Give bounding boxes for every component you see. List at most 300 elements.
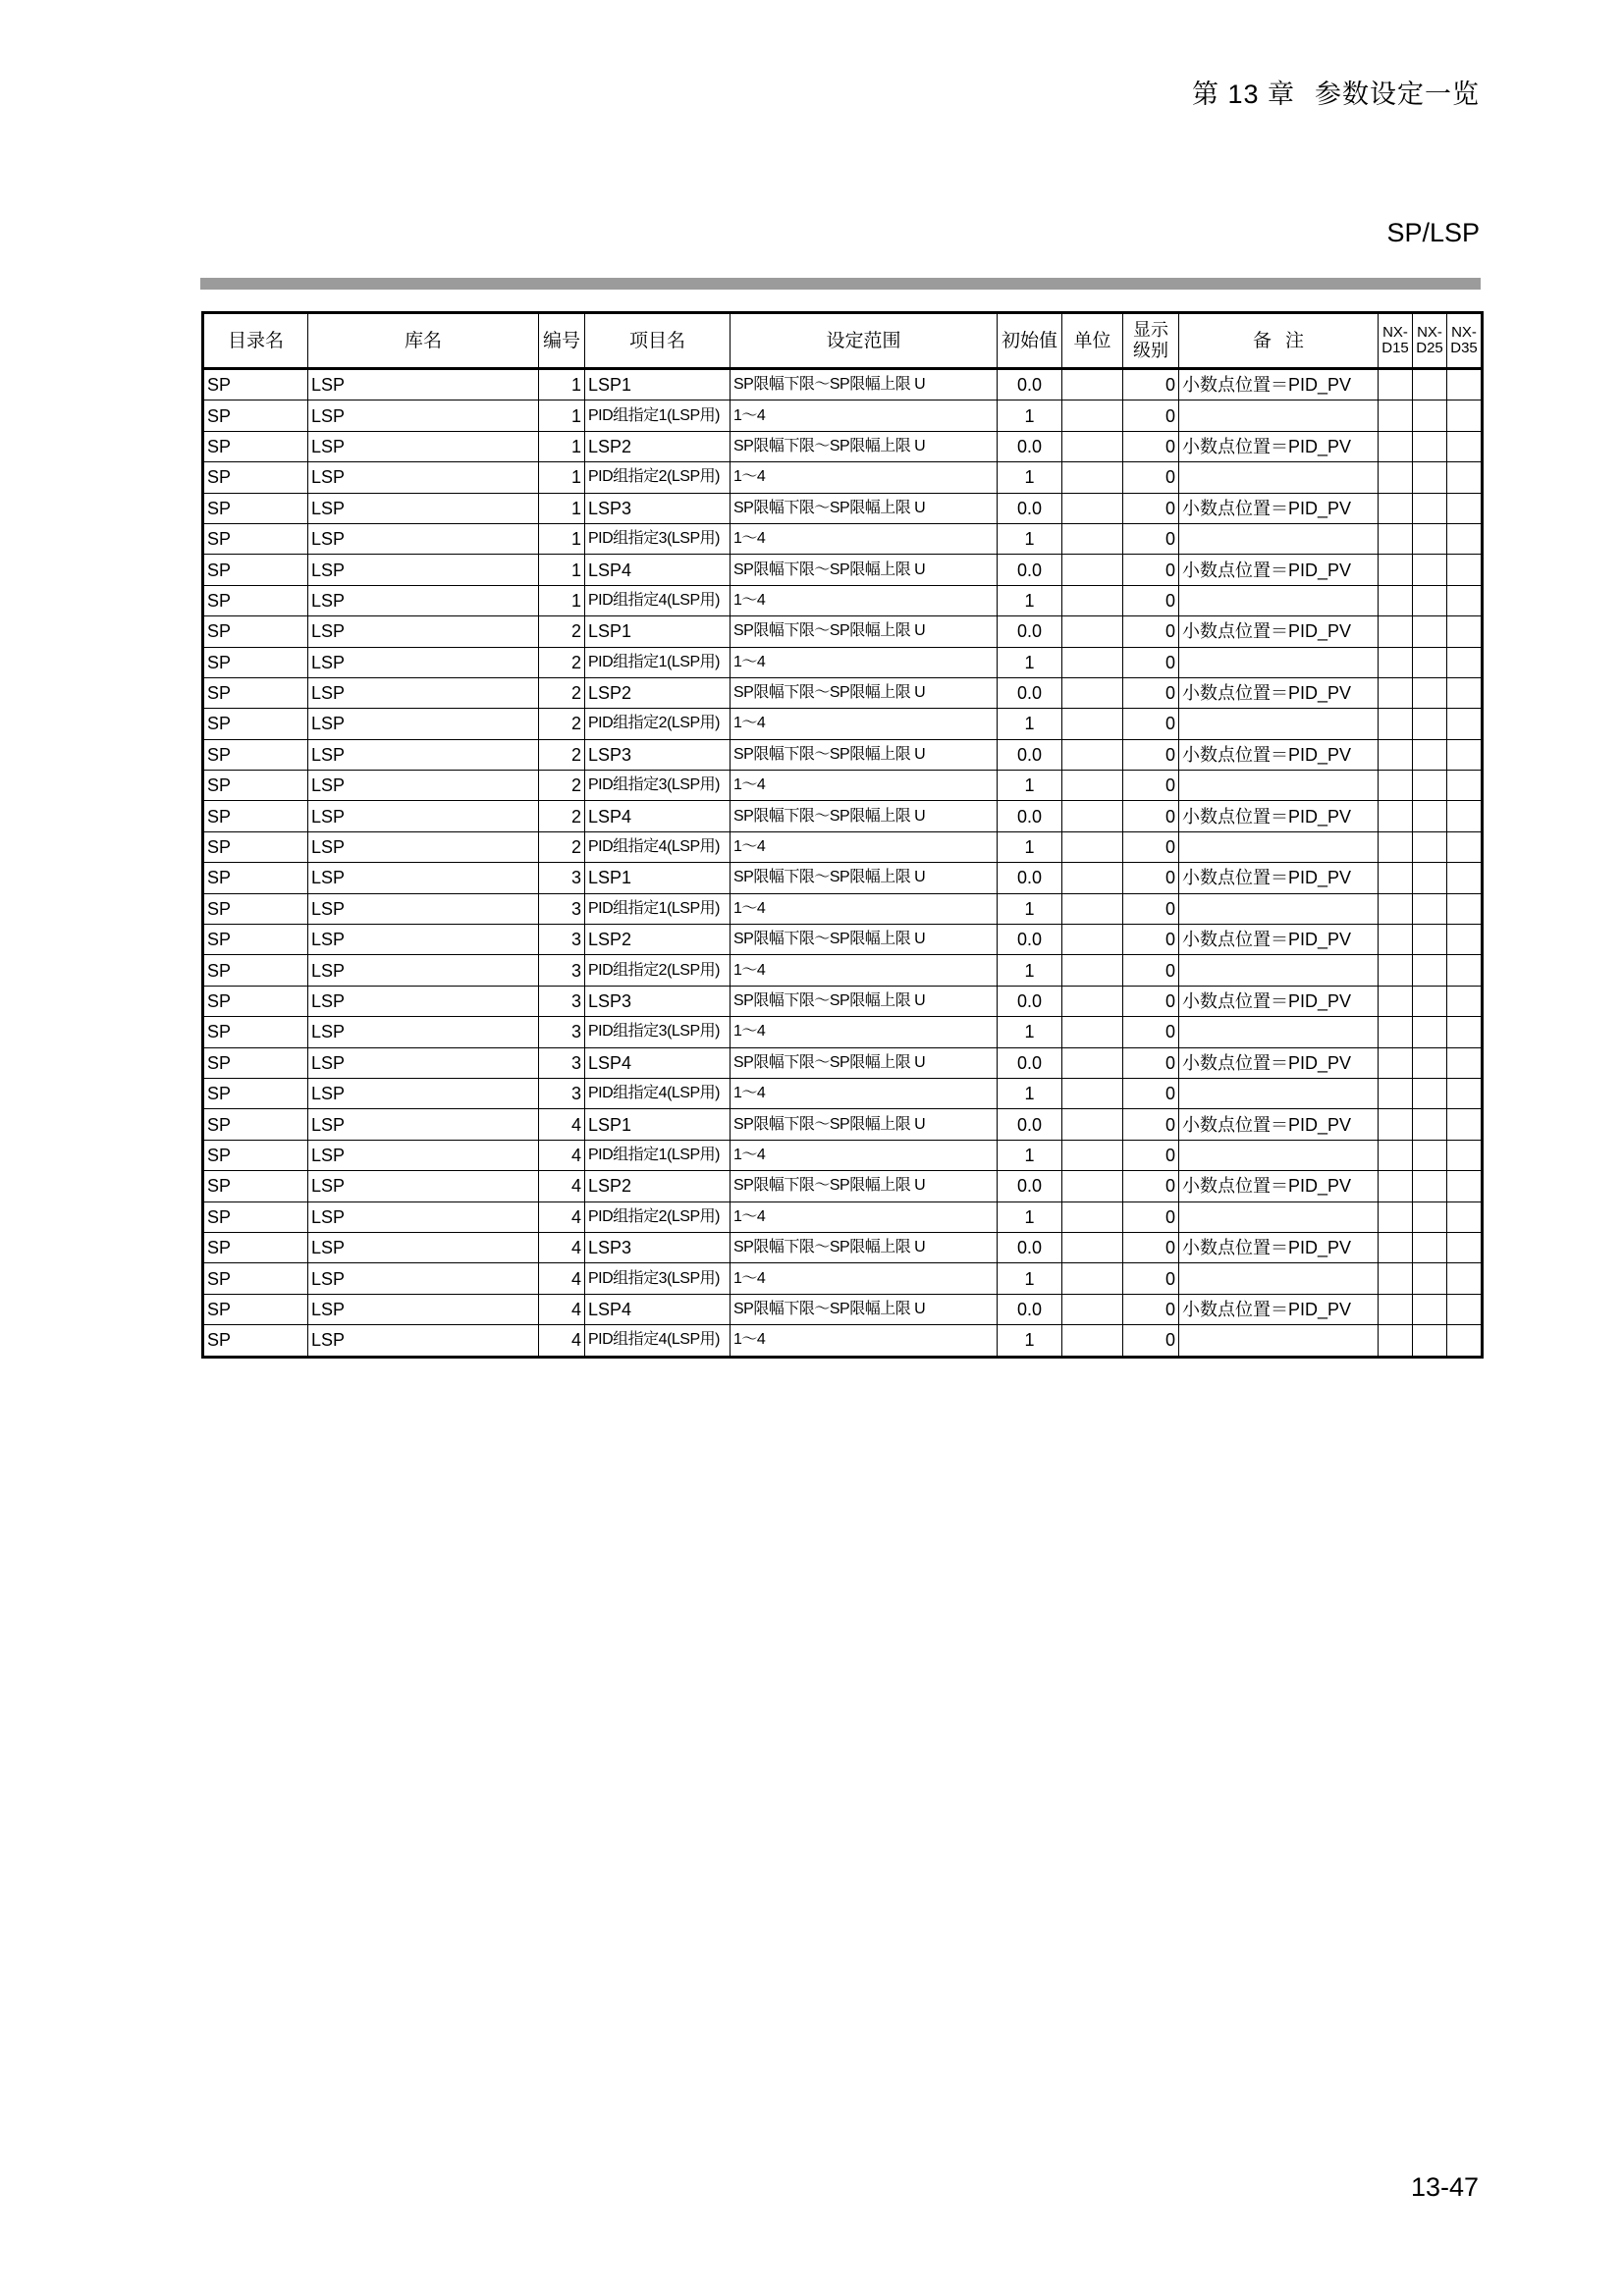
cell-library: LSP [308,831,539,862]
cell-unit [1062,1140,1123,1170]
cell-catalog: SP [203,1017,308,1047]
cell-initial: 1 [998,585,1062,615]
cell-initial: 0.0 [998,1232,1062,1262]
cell-model-d35 [1447,1325,1483,1357]
cell-library: LSP [308,771,539,801]
cell-model-d15 [1379,925,1413,955]
cell-model-d35 [1447,986,1483,1016]
cell-model-d15 [1379,493,1413,523]
cell-model-d35 [1447,1140,1483,1170]
cell-item: PID组指定4(LSP用) [585,1325,731,1357]
cell-library: LSP [308,1047,539,1078]
cell-library: LSP [308,1325,539,1357]
cell-catalog: SP [203,1232,308,1262]
cell-unit [1062,709,1123,739]
chapter-title: 参数设定一览 [1315,80,1480,109]
cell-model-d35 [1447,955,1483,986]
cell-range: SP限幅下限～SP限幅上限 U [731,739,998,770]
cell-display-level: 0 [1123,925,1179,955]
cell-initial: 1 [998,1201,1062,1232]
cell-unit [1062,863,1123,893]
cell-library: LSP [308,431,539,461]
cell-unit [1062,893,1123,924]
table-row [203,647,1483,677]
cell-initial: 0.0 [998,1171,1062,1201]
cell-display-level: 0 [1123,1232,1179,1262]
cell-catalog: SP [203,955,308,986]
cell-remarks: 小数点位置＝PID_PV [1179,493,1379,523]
cell-model-d35 [1447,1171,1483,1201]
cell-remarks [1179,523,1379,554]
header-number: 编号 [539,313,585,369]
table-row [203,831,1483,862]
cell-item: PID组指定3(LSP用) [585,1017,731,1047]
cell-library: LSP [308,369,539,400]
cell-item: LSP4 [585,801,731,831]
cell-initial: 0.0 [998,677,1062,708]
cell-range: SP限幅下限～SP限幅上限 U [731,1109,998,1140]
cell-model-d15 [1379,1325,1413,1357]
table-row [203,369,1483,400]
cell-display-level: 0 [1123,1294,1179,1324]
cell-catalog: SP [203,739,308,770]
cell-range: SP限幅下限～SP限幅上限 U [731,1171,998,1201]
cell-library: LSP [308,925,539,955]
cell-catalog: SP [203,925,308,955]
cell-model-d35 [1447,1017,1483,1047]
cell-library: LSP [308,555,539,585]
cell-remarks: 小数点位置＝PID_PV [1179,925,1379,955]
table-header-row [203,313,1483,369]
cell-number: 3 [539,925,585,955]
cell-number: 1 [539,462,585,493]
cell-item: LSP4 [585,1294,731,1324]
cell-library: LSP [308,1232,539,1262]
cell-library: LSP [308,709,539,739]
header-item: 项目名 [585,313,731,369]
cell-library: LSP [308,1140,539,1170]
header-model-d15: NX- D15 [1379,313,1413,369]
cell-number: 3 [539,986,585,1016]
cell-unit [1062,1171,1123,1201]
cell-model-d15 [1379,1140,1413,1170]
cell-unit [1062,1047,1123,1078]
cell-remarks [1179,1201,1379,1232]
cell-model-d35 [1447,400,1483,431]
cell-range: 1～4 [731,1325,998,1357]
chapter-header [1192,73,1480,111]
cell-display-level: 0 [1123,1109,1179,1140]
cell-model-d35 [1447,585,1483,615]
cell-range: SP限幅下限～SP限幅上限 U [731,986,998,1016]
cell-remarks: 小数点位置＝PID_PV [1179,616,1379,647]
cell-remarks [1179,647,1379,677]
header-catalog: 目录名 [203,313,308,369]
cell-model-d35 [1447,616,1483,647]
cell-unit [1062,1201,1123,1232]
cell-range: 1～4 [731,831,998,862]
cell-range: 1～4 [731,523,998,554]
cell-number: 2 [539,739,585,770]
cell-model-d35 [1447,1201,1483,1232]
cell-initial: 1 [998,1325,1062,1357]
cell-model-d15 [1379,893,1413,924]
cell-catalog: SP [203,1140,308,1170]
cell-library: LSP [308,1294,539,1324]
table-row [203,1171,1483,1201]
cell-model-d35 [1447,925,1483,955]
section-title: SP/LSP [1386,218,1480,247]
cell-item: PID组指定2(LSP用) [585,1201,731,1232]
table-row [203,893,1483,924]
cell-initial: 1 [998,831,1062,862]
cell-unit [1062,831,1123,862]
cell-model-d15 [1379,462,1413,493]
header-model-d25: NX- D25 [1413,313,1447,369]
cell-model-d25 [1413,863,1447,893]
cell-library: LSP [308,493,539,523]
cell-range: 1～4 [731,462,998,493]
cell-unit [1062,677,1123,708]
cell-display-level: 0 [1123,986,1179,1016]
cell-remarks: 小数点位置＝PID_PV [1179,1109,1379,1140]
cell-initial: 0.0 [998,369,1062,400]
cell-unit [1062,1109,1123,1140]
cell-unit [1062,369,1123,400]
cell-library: LSP [308,400,539,431]
cell-model-d35 [1447,677,1483,708]
table-row [203,1047,1483,1078]
cell-item: LSP3 [585,986,731,1016]
cell-catalog: SP [203,555,308,585]
table-row [203,709,1483,739]
cell-display-level: 0 [1123,616,1179,647]
cell-model-d25 [1413,831,1447,862]
cell-initial: 0.0 [998,493,1062,523]
cell-initial: 0.0 [998,986,1062,1016]
cell-model-d25 [1413,677,1447,708]
cell-item: PID组指定2(LSP用) [585,709,731,739]
cell-unit [1062,616,1123,647]
cell-catalog: SP [203,986,308,1016]
cell-initial: 0.0 [998,616,1062,647]
cell-model-d25 [1413,1171,1447,1201]
cell-model-d25 [1413,955,1447,986]
cell-catalog: SP [203,1078,308,1108]
header-library: 库名 [308,313,539,369]
cell-display-level: 0 [1123,1263,1179,1294]
cell-unit [1062,771,1123,801]
cell-item: LSP2 [585,925,731,955]
cell-model-d15 [1379,431,1413,461]
cell-library: LSP [308,585,539,615]
cell-model-d35 [1447,462,1483,493]
cell-number: 2 [539,709,585,739]
cell-unit [1062,1232,1123,1262]
cell-remarks [1179,955,1379,986]
cell-model-d35 [1447,1263,1483,1294]
cell-display-level: 0 [1123,400,1179,431]
cell-number: 4 [539,1294,585,1324]
cell-initial: 1 [998,1140,1062,1170]
cell-unit [1062,647,1123,677]
cell-range: 1～4 [731,400,998,431]
cell-catalog: SP [203,400,308,431]
cell-catalog: SP [203,677,308,708]
cell-number: 2 [539,647,585,677]
table-row [203,986,1483,1016]
cell-model-d25 [1413,616,1447,647]
cell-number: 4 [539,1201,585,1232]
cell-item: LSP1 [585,369,731,400]
cell-catalog: SP [203,523,308,554]
cell-number: 4 [539,1232,585,1262]
cell-remarks [1179,709,1379,739]
cell-model-d15 [1379,1078,1413,1108]
cell-display-level: 0 [1123,1201,1179,1232]
cell-model-d25 [1413,369,1447,400]
cell-model-d25 [1413,709,1447,739]
cell-model-d35 [1447,523,1483,554]
cell-initial: 0.0 [998,1047,1062,1078]
cell-item: LSP1 [585,863,731,893]
cell-item: PID组指定4(LSP用) [585,1078,731,1108]
cell-remarks [1179,400,1379,431]
cell-item: PID组指定2(LSP用) [585,462,731,493]
table-row [203,677,1483,708]
cell-range: 1～4 [731,1078,998,1108]
cell-display-level: 0 [1123,555,1179,585]
header-range: 设定范围 [731,313,998,369]
cell-initial: 1 [998,771,1062,801]
cell-item: PID组指定1(LSP用) [585,1140,731,1170]
cell-initial: 0.0 [998,555,1062,585]
cell-initial: 1 [998,1263,1062,1294]
cell-catalog: SP [203,616,308,647]
cell-item: LSP3 [585,739,731,770]
cell-model-d15 [1379,1171,1413,1201]
cell-model-d35 [1447,709,1483,739]
cell-unit [1062,555,1123,585]
cell-initial: 0.0 [998,739,1062,770]
cell-model-d35 [1447,431,1483,461]
cell-model-d25 [1413,1140,1447,1170]
cell-item: PID组指定4(LSP用) [585,585,731,615]
cell-display-level: 0 [1123,462,1179,493]
table-row [203,1263,1483,1294]
cell-model-d25 [1413,462,1447,493]
cell-remarks: 小数点位置＝PID_PV [1179,739,1379,770]
cell-unit [1062,1294,1123,1324]
cell-number: 3 [539,1047,585,1078]
cell-library: LSP [308,462,539,493]
cell-model-d15 [1379,1294,1413,1324]
cell-catalog: SP [203,1294,308,1324]
cell-library: LSP [308,677,539,708]
cell-model-d25 [1413,555,1447,585]
cell-number: 4 [539,1140,585,1170]
cell-library: LSP [308,1017,539,1047]
cell-catalog: SP [203,369,308,400]
cell-range: 1～4 [731,585,998,615]
cell-model-d25 [1413,893,1447,924]
cell-model-d15 [1379,1109,1413,1140]
cell-remarks: 小数点位置＝PID_PV [1179,801,1379,831]
cell-unit [1062,1263,1123,1294]
cell-catalog: SP [203,1171,308,1201]
cell-remarks: 小数点位置＝PID_PV [1179,431,1379,461]
cell-remarks [1179,462,1379,493]
cell-range: SP限幅下限～SP限幅上限 U [731,925,998,955]
table-row [203,925,1483,955]
cell-display-level: 0 [1123,863,1179,893]
table-row [203,1294,1483,1324]
cell-remarks: 小数点位置＝PID_PV [1179,1294,1379,1324]
cell-unit [1062,493,1123,523]
cell-number: 1 [539,369,585,400]
header-unit: 单位 [1062,313,1123,369]
section-divider [200,278,1481,290]
cell-display-level: 0 [1123,369,1179,400]
cell-catalog: SP [203,1109,308,1140]
cell-range: SP限幅下限～SP限幅上限 U [731,1232,998,1262]
cell-model-d15 [1379,801,1413,831]
cell-range: 1～4 [731,1140,998,1170]
cell-model-d15 [1379,771,1413,801]
cell-item: LSP4 [585,555,731,585]
cell-catalog: SP [203,1201,308,1232]
cell-number: 3 [539,863,585,893]
cell-model-d25 [1413,1294,1447,1324]
cell-item: LSP4 [585,1047,731,1078]
cell-unit [1062,462,1123,493]
cell-item: LSP2 [585,677,731,708]
cell-display-level: 0 [1123,523,1179,554]
cell-library: LSP [308,863,539,893]
cell-model-d35 [1447,1232,1483,1262]
cell-number: 2 [539,771,585,801]
cell-range: SP限幅下限～SP限幅上限 U [731,677,998,708]
cell-display-level: 0 [1123,585,1179,615]
table-row [203,955,1483,986]
cell-model-d35 [1447,1109,1483,1140]
cell-display-level: 0 [1123,801,1179,831]
cell-range: SP限幅下限～SP限幅上限 U [731,555,998,585]
cell-number: 1 [539,431,585,461]
cell-catalog: SP [203,801,308,831]
header-remarks: 备注 [1179,313,1379,369]
cell-model-d25 [1413,1232,1447,1262]
cell-catalog: SP [203,647,308,677]
cell-remarks [1179,1140,1379,1170]
table-row [203,400,1483,431]
cell-remarks [1179,893,1379,924]
cell-display-level: 0 [1123,709,1179,739]
cell-display-level: 0 [1123,1047,1179,1078]
cell-library: LSP [308,1201,539,1232]
cell-model-d15 [1379,400,1413,431]
cell-unit [1062,1017,1123,1047]
cell-unit [1062,523,1123,554]
cell-model-d35 [1447,1294,1483,1324]
cell-number: 3 [539,893,585,924]
cell-catalog: SP [203,431,308,461]
cell-display-level: 0 [1123,831,1179,862]
cell-range: 1～4 [731,893,998,924]
cell-model-d15 [1379,831,1413,862]
cell-remarks: 小数点位置＝PID_PV [1179,986,1379,1016]
cell-display-level: 0 [1123,1325,1179,1357]
cell-catalog: SP [203,462,308,493]
cell-initial: 0.0 [998,925,1062,955]
cell-model-d15 [1379,585,1413,615]
cell-number: 3 [539,1017,585,1047]
cell-number: 1 [539,523,585,554]
cell-range: 1～4 [731,955,998,986]
cell-model-d25 [1413,925,1447,955]
cell-catalog: SP [203,709,308,739]
cell-range: SP限幅下限～SP限幅上限 U [731,431,998,461]
cell-display-level: 0 [1123,677,1179,708]
cell-remarks: 小数点位置＝PID_PV [1179,1171,1379,1201]
cell-range: SP限幅下限～SP限幅上限 U [731,493,998,523]
cell-initial: 0.0 [998,801,1062,831]
cell-remarks [1179,585,1379,615]
cell-library: LSP [308,647,539,677]
cell-model-d25 [1413,1325,1447,1357]
table-row [203,1325,1483,1357]
cell-library: LSP [308,1109,539,1140]
cell-catalog: SP [203,771,308,801]
cell-model-d25 [1413,1109,1447,1140]
cell-library: LSP [308,955,539,986]
cell-library: LSP [308,801,539,831]
cell-number: 2 [539,616,585,647]
cell-model-d15 [1379,677,1413,708]
table-row [203,1201,1483,1232]
cell-remarks: 小数点位置＝PID_PV [1179,555,1379,585]
cell-item: PID组指定1(LSP用) [585,400,731,431]
cell-remarks [1179,771,1379,801]
cell-unit [1062,925,1123,955]
cell-range: SP限幅下限～SP限幅上限 U [731,616,998,647]
cell-catalog: SP [203,831,308,862]
cell-unit [1062,801,1123,831]
table-row [203,1017,1483,1047]
cell-catalog: SP [203,585,308,615]
cell-range: 1～4 [731,1263,998,1294]
cell-initial: 1 [998,400,1062,431]
cell-remarks [1179,1078,1379,1108]
cell-remarks: 小数点位置＝PID_PV [1179,863,1379,893]
cell-number: 4 [539,1263,585,1294]
cell-model-d15 [1379,616,1413,647]
cell-display-level: 0 [1123,493,1179,523]
cell-model-d35 [1447,801,1483,831]
cell-library: LSP [308,1078,539,1108]
table-row [203,431,1483,461]
cell-remarks [1179,1263,1379,1294]
cell-model-d35 [1447,893,1483,924]
cell-number: 1 [539,493,585,523]
cell-unit [1062,400,1123,431]
table-row [203,493,1483,523]
cell-initial: 1 [998,893,1062,924]
cell-number: 1 [539,585,585,615]
cell-display-level: 0 [1123,955,1179,986]
cell-remarks [1179,831,1379,862]
table-row [203,585,1483,615]
